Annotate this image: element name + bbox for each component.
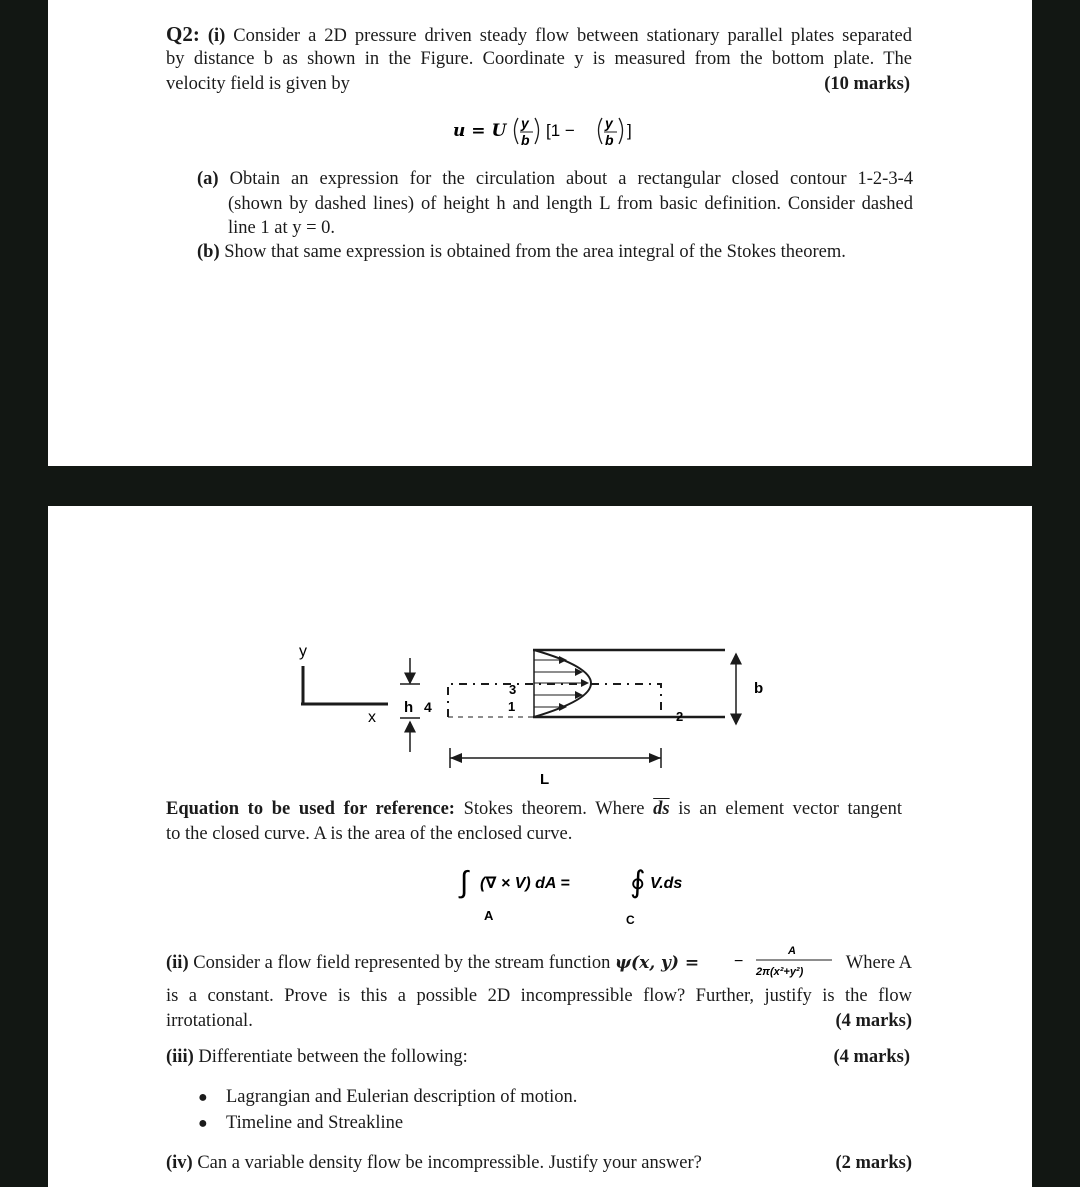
bullet-item <box>198 1111 403 1136</box>
velocity-equation <box>443 108 673 152</box>
velocity-close: ] <box>627 121 632 140</box>
velocity-lhs: u = U <box>453 121 507 141</box>
reference-line1 <box>166 797 902 822</box>
label-b: b <box>754 680 764 697</box>
bullet-item <box>198 1085 577 1110</box>
L-arrowhead-right <box>649 753 661 763</box>
q2-intro-line1 <box>166 22 912 49</box>
part-iv-marks: (2 marks) <box>835 1153 912 1173</box>
bullet-dot: ● <box>198 1115 208 1132</box>
contour-label-1: 1 <box>508 699 516 714</box>
contour-label-3: 3 <box>509 682 517 697</box>
channel-flow-figure <box>48 626 1032 786</box>
q2-label: Q2: <box>166 22 200 46</box>
part-iv-line <box>166 1151 702 1176</box>
contour-integral-sign: ∮ <box>630 866 646 899</box>
part-a-label: (a) <box>197 169 219 189</box>
sub-C: C <box>626 913 635 927</box>
sub-A: A <box>484 908 494 923</box>
label-L: L <box>540 771 550 786</box>
part-b-line <box>197 240 846 265</box>
part-iii-line <box>166 1045 468 1070</box>
psi-minus: − <box>734 953 744 970</box>
q2-intro-line3: velocity field is given by <box>166 74 350 94</box>
psi-frac-num: A <box>788 945 796 957</box>
part-ii-text1: Consider a flow field represented by the stream function <box>193 953 611 973</box>
frac2-den: b <box>605 132 614 148</box>
ds-symbol: $\overline{ds}$ <box>653 799 670 819</box>
part-a-line1 <box>197 167 913 192</box>
stream-function-fraction <box>732 938 837 982</box>
frac1-num: y <box>521 115 529 131</box>
q2-part-i-label: (i) <box>207 26 226 46</box>
reference-text: Stokes theorem. Where <box>463 799 645 819</box>
q2-intro-line2: by distance b as shown in the Figure. Coordinate y is measured from the bottom plate. The <box>166 49 912 69</box>
part-iv-text: Can a variable density flow be incompressible. Justify your answer? <box>197 1153 702 1173</box>
q2-intro-text1: Consider a 2D pressure driven steady flow between stationary parallel plates separated <box>233 26 913 46</box>
q2-marks: (10 marks) <box>824 74 910 94</box>
part-iv-label: (iv) <box>166 1153 193 1173</box>
part-ii-line3: irrotational. <box>166 1011 253 1031</box>
reference-line2: to the closed curve. A is the area of the enclosed curve. <box>166 824 573 844</box>
axis-x-label: x <box>368 709 376 726</box>
part-ii-label: (ii) <box>166 953 189 973</box>
paren-left-2 <box>599 118 603 144</box>
paren-right-2 <box>619 118 623 144</box>
bullet-text: Lagrangian and Eulerian description of motion. <box>226 1087 578 1107</box>
stokes-equation <box>458 856 718 930</box>
part-ii-marks: (4 marks) <box>835 1011 912 1031</box>
part-ii-line2: is a constant. Prove is this a possible 2D incompressible flow? Further, justify is the flow <box>166 986 912 1006</box>
axis-y-label: y <box>299 643 307 660</box>
part-ii-line1 <box>166 951 699 976</box>
frac2-num: y <box>605 115 613 131</box>
integral-sign: ∫ <box>460 866 469 899</box>
stokes-lhs: (∇ × V) dA = <box>480 875 570 892</box>
contour-label-2: 2 <box>676 709 684 724</box>
part-iii-marks: (4 marks) <box>833 1047 910 1067</box>
psi-frac-den: 2π(x²+y²) <box>756 966 804 978</box>
part-a-line3: line 1 at y = 0. <box>228 218 336 238</box>
velocity-bracket: [1 − <box>546 121 575 140</box>
part-a-text1: Obtain an expression for the circulation about a rectangular closed contour 1-2-3-4 <box>229 169 913 189</box>
bullet-dot: ● <box>198 1089 208 1106</box>
reference-end: is an element vector tangent <box>678 799 902 819</box>
part-iii-label: (iii) <box>166 1047 194 1067</box>
label-h: h <box>404 699 414 716</box>
psi-expression: ψ(x, y) = <box>615 953 700 973</box>
part-iii-text: Differentiate between the following: <box>198 1047 468 1067</box>
page-bottom <box>48 506 1032 1187</box>
paren-left-1 <box>515 118 519 144</box>
frac1-den: b <box>521 132 530 148</box>
bullet-text: Timeline and Streakline <box>226 1113 404 1133</box>
part-b-label: (b) <box>197 242 220 262</box>
contour-label-4: 4 <box>424 699 432 715</box>
part-a-line2: (shown by dashed lines) of height h and length L from basic definition. Consider dashed <box>228 194 913 214</box>
part-b-text: Show that same expression is obtained from the area integral of the Stokes theorem. <box>224 242 846 262</box>
page-top <box>48 0 1032 466</box>
dashed-contour <box>448 684 661 717</box>
stokes-rhs: V.ds <box>650 875 683 892</box>
L-arrowhead-left <box>450 753 462 763</box>
part-ii-where: Where A <box>845 953 912 973</box>
paren-right-1 <box>535 118 539 144</box>
reference-prefix: Equation to be used for reference: <box>166 799 455 819</box>
